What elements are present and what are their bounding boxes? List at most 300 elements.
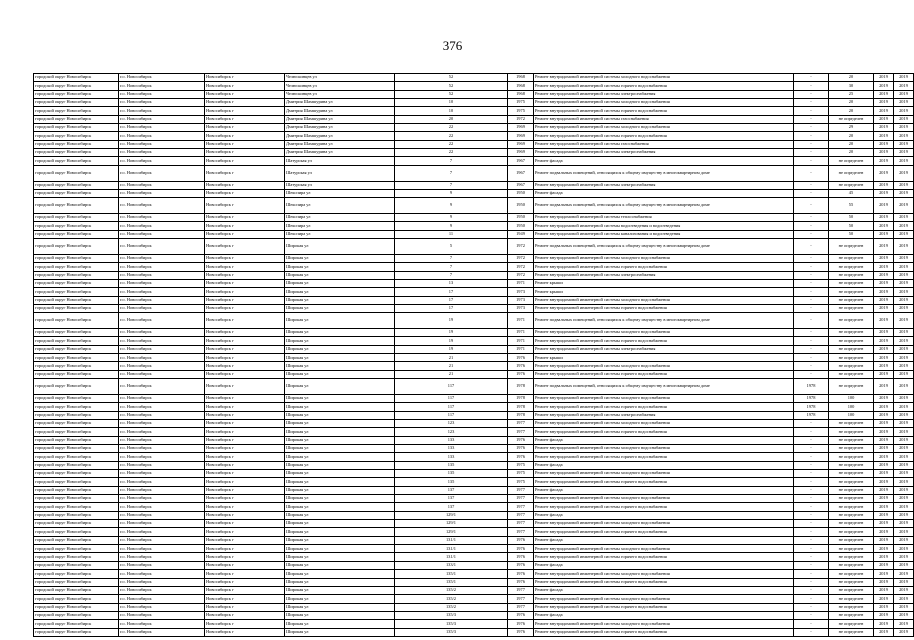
- year-cell: 1971: [508, 279, 534, 287]
- wear-cell: 100: [829, 403, 874, 411]
- year-cell: 1972: [508, 254, 534, 262]
- plan-start-cell: 2019: [874, 436, 894, 444]
- district-cell: г.о. Новосибирск: [119, 578, 205, 586]
- municipality-cell: городской округ Новосибирск: [34, 165, 119, 181]
- house-cell: 13: [395, 279, 508, 287]
- house-cell: 123: [395, 428, 508, 436]
- city-cell: Новосибирск г: [205, 586, 285, 594]
- street-cell: Широкая ул: [285, 354, 395, 362]
- plan-end-cell: 2019: [894, 503, 914, 511]
- wear-cell: не определен: [829, 263, 874, 271]
- table-row: [34, 132, 914, 140]
- plan-end-cell: 2019: [894, 115, 914, 123]
- street-cell: Широкая ул: [285, 288, 395, 296]
- municipality-cell: городской округ Новосибирск: [34, 511, 119, 519]
- street-cell: Дмитрия Шамшурина ул: [285, 107, 395, 115]
- district-cell: г.о. Новосибирск: [119, 230, 205, 238]
- wear-cell: 20: [829, 140, 874, 148]
- wear-cell: не определен: [829, 553, 874, 561]
- district-cell: г.о. Новосибирск: [119, 99, 205, 107]
- table-row: [34, 445, 914, 453]
- house-cell: 135/3: [395, 611, 508, 619]
- last-repair-cell: -: [794, 230, 829, 238]
- wear-cell: не определен: [829, 570, 874, 578]
- district-cell: г.о. Новосибирск: [119, 495, 205, 503]
- city-cell: Новосибирск г: [205, 570, 285, 578]
- municipality-cell: городской округ Новосибирск: [34, 296, 119, 304]
- plan-start-cell: 2019: [874, 157, 894, 165]
- plan-end-cell: 2019: [894, 214, 914, 222]
- street-cell: Широкая ул: [285, 337, 395, 345]
- wear-cell: не определен: [829, 354, 874, 362]
- municipality-cell: городской округ Новосибирск: [34, 140, 119, 148]
- district-cell: г.о. Новосибирск: [119, 461, 205, 469]
- plan-start-cell: 2019: [874, 198, 894, 214]
- house-cell: 9: [395, 198, 508, 214]
- work-type-cell: Ремонт внутридомовой инженерной системы холодного водоснабжения: [534, 445, 794, 453]
- last-repair-cell: -: [794, 354, 829, 362]
- district-cell: г.о. Новосибирск: [119, 254, 205, 262]
- wear-cell: не определен: [829, 157, 874, 165]
- last-repair-cell: -: [794, 198, 829, 214]
- last-repair-cell: -: [794, 503, 829, 511]
- plan-end-cell: 2019: [894, 132, 914, 140]
- work-type-cell: Ремонт фасада: [534, 189, 794, 197]
- street-cell: Широкая ул: [285, 603, 395, 611]
- house-cell: 117: [395, 411, 508, 419]
- municipality-cell: городской округ Новосибирск: [34, 603, 119, 611]
- last-repair-cell: -: [794, 263, 829, 271]
- street-cell: Широкая ул: [285, 436, 395, 444]
- plan-start-cell: 2019: [874, 520, 894, 528]
- work-type-cell: Ремонт внутридомовой инженерной системы теплоснабжения: [534, 214, 794, 222]
- municipality-cell: городской округ Новосибирск: [34, 595, 119, 603]
- last-repair-cell: -: [794, 271, 829, 279]
- table-row: [34, 495, 914, 503]
- year-cell: 1972: [508, 115, 534, 123]
- last-repair-cell: 1978: [794, 403, 829, 411]
- municipality-cell: городской округ Новосибирск: [34, 288, 119, 296]
- last-repair-cell: -: [794, 304, 829, 312]
- plan-start-cell: 2019: [874, 181, 894, 189]
- plan-start-cell: 2019: [874, 628, 894, 636]
- district-cell: г.о. Новосибирск: [119, 453, 205, 461]
- municipality-cell: городской округ Новосибирск: [34, 419, 119, 427]
- house-cell: 19: [395, 345, 508, 353]
- city-cell: Новосибирск г: [205, 296, 285, 304]
- street-cell: Широкая ул: [285, 578, 395, 586]
- city-cell: Новосибирск г: [205, 553, 285, 561]
- plan-end-cell: 2019: [894, 370, 914, 378]
- year-cell: 1971: [508, 337, 534, 345]
- table-row: [34, 337, 914, 345]
- year-cell: 1967: [508, 157, 534, 165]
- work-type-cell: Ремонт фасада: [534, 486, 794, 494]
- city-cell: Новосибирск г: [205, 603, 285, 611]
- street-cell: Широкая ул: [285, 553, 395, 561]
- street-cell: Дмитрия Шамшурина ул: [285, 115, 395, 123]
- house-cell: 117: [395, 394, 508, 402]
- municipality-cell: городской округ Новосибирск: [34, 553, 119, 561]
- municipality-cell: городской округ Новосибирск: [34, 132, 119, 140]
- year-cell: 1971: [508, 345, 534, 353]
- plan-start-cell: 2019: [874, 99, 894, 107]
- plan-start-cell: 2019: [874, 115, 894, 123]
- city-cell: Новосибирск г: [205, 436, 285, 444]
- street-cell: Широкая ул: [285, 263, 395, 271]
- house-cell: 5: [395, 239, 508, 255]
- city-cell: Новосибирск г: [205, 411, 285, 419]
- year-cell: 1977: [508, 495, 534, 503]
- wear-cell: не определен: [829, 453, 874, 461]
- city-cell: Новосибирск г: [205, 511, 285, 519]
- work-type-cell: Ремонт подвальных помещений, относящихся к общему имуществу в многоквартирном доме: [534, 198, 794, 214]
- house-cell: 133: [395, 453, 508, 461]
- plan-end-cell: 2019: [894, 511, 914, 519]
- district-cell: г.о. Новосибирск: [119, 345, 205, 353]
- wear-cell: 45: [829, 189, 874, 197]
- year-cell: 1973: [508, 304, 534, 312]
- wear-cell: не определен: [829, 470, 874, 478]
- plan-end-cell: 2019: [894, 140, 914, 148]
- street-cell: Широкая ул: [285, 561, 395, 569]
- municipality-cell: городской округ Новосибирск: [34, 403, 119, 411]
- municipality-cell: городской округ Новосибирск: [34, 453, 119, 461]
- house-cell: 137: [395, 503, 508, 511]
- district-cell: г.о. Новосибирск: [119, 214, 205, 222]
- city-cell: Новосибирск г: [205, 578, 285, 586]
- year-cell: 1977: [508, 520, 534, 528]
- wear-cell: не определен: [829, 419, 874, 427]
- plan-end-cell: 2019: [894, 586, 914, 594]
- street-cell: Широкая ул: [285, 486, 395, 494]
- wear-cell: не определен: [829, 486, 874, 494]
- plan-end-cell: 2019: [894, 354, 914, 362]
- plan-start-cell: 2019: [874, 478, 894, 486]
- municipality-cell: городской округ Новосибирск: [34, 445, 119, 453]
- last-repair-cell: -: [794, 486, 829, 494]
- municipality-cell: городской округ Новосибирск: [34, 536, 119, 544]
- district-cell: г.о. Новосибирск: [119, 595, 205, 603]
- plan-end-cell: 2019: [894, 461, 914, 469]
- wear-cell: не определен: [829, 595, 874, 603]
- plan-end-cell: 2019: [894, 157, 914, 165]
- street-cell: Широкая ул: [285, 478, 395, 486]
- city-cell: Новосибирск г: [205, 254, 285, 262]
- city-cell: Новосибирск г: [205, 379, 285, 395]
- table-row: [34, 586, 914, 594]
- municipality-cell: городской округ Новосибирск: [34, 411, 119, 419]
- municipality-cell: городской округ Новосибирск: [34, 239, 119, 255]
- city-cell: Новосибирск г: [205, 181, 285, 189]
- house-cell: 9: [395, 222, 508, 230]
- year-cell: 1968: [508, 74, 534, 82]
- table-row: [34, 345, 914, 353]
- district-cell: г.о. Новосибирск: [119, 198, 205, 214]
- work-type-cell: Ремонт внутридомовой инженерной системы холодного водоснабжения: [534, 296, 794, 304]
- year-cell: 1973: [508, 296, 534, 304]
- wear-cell: не определен: [829, 345, 874, 353]
- city-cell: Новосибирск г: [205, 239, 285, 255]
- year-cell: 1950: [508, 222, 534, 230]
- last-repair-cell: -: [794, 578, 829, 586]
- street-cell: Широкая ул: [285, 428, 395, 436]
- municipality-cell: городской округ Новосибирск: [34, 149, 119, 157]
- house-cell: 117: [395, 403, 508, 411]
- year-cell: 1976: [508, 545, 534, 553]
- table-row: [34, 411, 914, 419]
- table-row: [34, 595, 914, 603]
- last-repair-cell: -: [794, 288, 829, 296]
- plan-end-cell: 2019: [894, 478, 914, 486]
- table-row: [34, 478, 914, 486]
- city-cell: Новосибирск г: [205, 428, 285, 436]
- work-type-cell: Ремонт внутридомовой инженерной системы холодного водоснабжения: [534, 99, 794, 107]
- work-type-cell: Ремонт крыши: [534, 288, 794, 296]
- page-number: 376: [442, 38, 463, 53]
- street-cell: Широкая ул: [285, 411, 395, 419]
- district-cell: г.о. Новосибирск: [119, 82, 205, 90]
- year-cell: 1976: [508, 436, 534, 444]
- street-cell: Дмитрия Шамшурина ул: [285, 132, 395, 140]
- table-row: [34, 428, 914, 436]
- house-cell: 17: [395, 296, 508, 304]
- year-cell: 1975: [508, 478, 534, 486]
- wear-cell: не определен: [829, 165, 874, 181]
- year-cell: 1950: [508, 214, 534, 222]
- district-cell: г.о. Новосибирск: [119, 628, 205, 636]
- table-row: [34, 288, 914, 296]
- last-repair-cell: -: [794, 74, 829, 82]
- street-cell: Широкая ул: [285, 304, 395, 312]
- street-cell: Широкая ул: [285, 239, 395, 255]
- house-cell: 22: [395, 124, 508, 132]
- house-cell: 135/2: [395, 603, 508, 611]
- work-type-cell: Ремонт фасада: [534, 511, 794, 519]
- municipality-cell: городской округ Новосибирск: [34, 189, 119, 197]
- district-cell: г.о. Новосибирск: [119, 124, 205, 132]
- plan-start-cell: 2019: [874, 470, 894, 478]
- municipality-cell: городской округ Новосибирск: [34, 570, 119, 578]
- work-type-cell: Ремонт внутридомовой инженерной системы электроснабжения: [534, 181, 794, 189]
- district-cell: г.о. Новосибирск: [119, 478, 205, 486]
- work-type-cell: Ремонт внутридомовой инженерной системы горячего водоснабжения: [534, 553, 794, 561]
- city-cell: Новосибирск г: [205, 394, 285, 402]
- last-repair-cell: -: [794, 313, 829, 329]
- last-repair-cell: 1978: [794, 394, 829, 402]
- house-cell: 21: [395, 362, 508, 370]
- street-cell: Широкая ул: [285, 329, 395, 337]
- year-cell: 1975: [508, 470, 534, 478]
- last-repair-cell: -: [794, 296, 829, 304]
- municipality-cell: городской округ Новосибирск: [34, 611, 119, 619]
- house-cell: 135/3: [395, 620, 508, 628]
- plan-start-cell: 2019: [874, 271, 894, 279]
- city-cell: Новосибирск г: [205, 561, 285, 569]
- city-cell: Новосибирск г: [205, 419, 285, 427]
- city-cell: Новосибирск г: [205, 214, 285, 222]
- work-type-cell: Ремонт подвальных помещений, относящихся к общему имуществу в многоквартирном доме: [534, 165, 794, 181]
- work-type-cell: Ремонт внутридомовой инженерной системы горячего водоснабжения: [534, 628, 794, 636]
- table-row: [34, 107, 914, 115]
- city-cell: Новосибирск г: [205, 90, 285, 98]
- plan-end-cell: 2019: [894, 453, 914, 461]
- district-cell: г.о. Новосибирск: [119, 536, 205, 544]
- table-row: [34, 570, 914, 578]
- work-type-cell: Ремонт внутридомовой инженерной системы газоснабжения: [534, 140, 794, 148]
- city-cell: Новосибирск г: [205, 478, 285, 486]
- plan-end-cell: 2019: [894, 428, 914, 436]
- street-cell: Широкая ул: [285, 313, 395, 329]
- city-cell: Новосибирск г: [205, 486, 285, 494]
- work-type-cell: Ремонт фасада: [534, 536, 794, 544]
- plan-start-cell: 2019: [874, 586, 894, 594]
- plan-start-cell: 2019: [874, 337, 894, 345]
- plan-end-cell: 2019: [894, 189, 914, 197]
- city-cell: Новосибирск г: [205, 337, 285, 345]
- table-row: [34, 620, 914, 628]
- repair-plan-table: [33, 73, 914, 637]
- street-cell: Широкая ул: [285, 611, 395, 619]
- street-cell: Дмитрия Шамшурина ул: [285, 99, 395, 107]
- wear-cell: не определен: [829, 181, 874, 189]
- work-type-cell: Ремонт фасада: [534, 611, 794, 619]
- last-repair-cell: -: [794, 478, 829, 486]
- plan-start-cell: 2019: [874, 595, 894, 603]
- city-cell: Новосибирск г: [205, 198, 285, 214]
- year-cell: 1976: [508, 611, 534, 619]
- work-type-cell: Ремонт внутридомовой инженерной системы электроснабжения: [534, 345, 794, 353]
- year-cell: 1969: [508, 132, 534, 140]
- last-repair-cell: -: [794, 603, 829, 611]
- last-repair-cell: -: [794, 553, 829, 561]
- wear-cell: не определен: [829, 586, 874, 594]
- last-repair-cell: -: [794, 470, 829, 478]
- street-cell: Широкая ул: [285, 370, 395, 378]
- year-cell: 1972: [508, 239, 534, 255]
- city-cell: Новосибирск г: [205, 107, 285, 115]
- district-cell: г.о. Новосибирск: [119, 553, 205, 561]
- wear-cell: 25: [829, 90, 874, 98]
- wear-cell: не определен: [829, 288, 874, 296]
- table-row: [34, 304, 914, 312]
- house-cell: 7: [395, 165, 508, 181]
- street-cell: Широкая ул: [285, 495, 395, 503]
- wear-cell: не определен: [829, 428, 874, 436]
- house-cell: 129/1: [395, 520, 508, 528]
- district-cell: г.о. Новосибирск: [119, 288, 205, 296]
- house-cell: 19: [395, 337, 508, 345]
- table-row: [34, 254, 914, 262]
- city-cell: Новосибирск г: [205, 445, 285, 453]
- work-type-cell: Ремонт внутридомовой инженерной системы горячего водоснабжения: [534, 132, 794, 140]
- district-cell: г.о. Новосибирск: [119, 115, 205, 123]
- city-cell: Новосибирск г: [205, 279, 285, 287]
- municipality-cell: городской округ Новосибирск: [34, 628, 119, 636]
- house-cell: 11: [395, 230, 508, 238]
- work-type-cell: Ремонт внутридомовой инженерной системы горячего водоснабжения: [534, 478, 794, 486]
- street-cell: Шатурская ул: [285, 165, 395, 181]
- plan-end-cell: 2019: [894, 288, 914, 296]
- table-row: [34, 157, 914, 165]
- municipality-cell: городской округ Новосибирск: [34, 214, 119, 222]
- last-repair-cell: -: [794, 90, 829, 98]
- plan-end-cell: 2019: [894, 329, 914, 337]
- municipality-cell: городской округ Новосибирск: [34, 82, 119, 90]
- municipality-cell: городской округ Новосибирск: [34, 354, 119, 362]
- district-cell: г.о. Новосибирск: [119, 419, 205, 427]
- plan-end-cell: 2019: [894, 107, 914, 115]
- plan-start-cell: 2019: [874, 411, 894, 419]
- year-cell: 1976: [508, 578, 534, 586]
- work-type-cell: Ремонт внутридомовой инженерной системы канализования и водоотведения: [534, 230, 794, 238]
- work-type-cell: Ремонт подвальных помещений, относящихся к общему имуществу в многоквартирном доме: [534, 239, 794, 255]
- house-cell: 7: [395, 263, 508, 271]
- wear-cell: не определен: [829, 536, 874, 544]
- year-cell: 1977: [508, 428, 534, 436]
- wear-cell: не определен: [829, 279, 874, 287]
- house-cell: 52: [395, 90, 508, 98]
- year-cell: 1975: [508, 461, 534, 469]
- work-type-cell: Ремонт внутридомовой инженерной системы холодного водоснабжения: [534, 74, 794, 82]
- work-type-cell: Ремонт внутридомовой инженерной системы электроснабжения: [534, 90, 794, 98]
- last-repair-cell: -: [794, 595, 829, 603]
- house-cell: 135: [395, 470, 508, 478]
- district-cell: г.о. Новосибирск: [119, 362, 205, 370]
- work-type-cell: Ремонт внутридомовой инженерной системы электроснабжения: [534, 411, 794, 419]
- district-cell: г.о. Новосибирск: [119, 394, 205, 402]
- district-cell: г.о. Новосибирск: [119, 445, 205, 453]
- district-cell: г.о. Новосибирск: [119, 165, 205, 181]
- year-cell: 1976: [508, 445, 534, 453]
- year-cell: 1975: [508, 107, 534, 115]
- street-cell: Шатурская ул: [285, 181, 395, 189]
- plan-end-cell: 2019: [894, 74, 914, 82]
- plan-start-cell: 2019: [874, 545, 894, 553]
- district-cell: г.о. Новосибирск: [119, 181, 205, 189]
- municipality-cell: городской округ Новосибирск: [34, 362, 119, 370]
- last-repair-cell: -: [794, 419, 829, 427]
- plan-end-cell: 2019: [894, 279, 914, 287]
- plan-end-cell: 2019: [894, 436, 914, 444]
- table-row: [34, 74, 914, 82]
- district-cell: г.о. Новосибирск: [119, 611, 205, 619]
- street-cell: Широкая ул: [285, 419, 395, 427]
- work-type-cell: Ремонт внутридомовой инженерной системы холодного водоснабжения: [534, 394, 794, 402]
- plan-end-cell: 2019: [894, 628, 914, 636]
- plan-end-cell: 2019: [894, 620, 914, 628]
- plan-start-cell: 2019: [874, 486, 894, 494]
- last-repair-cell: -: [794, 157, 829, 165]
- street-cell: Шекспира ул: [285, 230, 395, 238]
- plan-end-cell: 2019: [894, 411, 914, 419]
- municipality-cell: городской округ Новосибирск: [34, 99, 119, 107]
- table-row: [34, 198, 914, 214]
- work-type-cell: Ремонт фасада: [534, 586, 794, 594]
- year-cell: 1967: [508, 165, 534, 181]
- table-row: [34, 628, 914, 636]
- plan-end-cell: 2019: [894, 470, 914, 478]
- table-row: [34, 470, 914, 478]
- year-cell: 1976: [508, 536, 534, 544]
- plan-start-cell: 2019: [874, 354, 894, 362]
- plan-end-cell: 2019: [894, 90, 914, 98]
- plan-end-cell: 2019: [894, 611, 914, 619]
- municipality-cell: городской округ Новосибирск: [34, 370, 119, 378]
- city-cell: Новосибирск г: [205, 470, 285, 478]
- year-cell: 1976: [508, 370, 534, 378]
- district-cell: г.о. Новосибирск: [119, 329, 205, 337]
